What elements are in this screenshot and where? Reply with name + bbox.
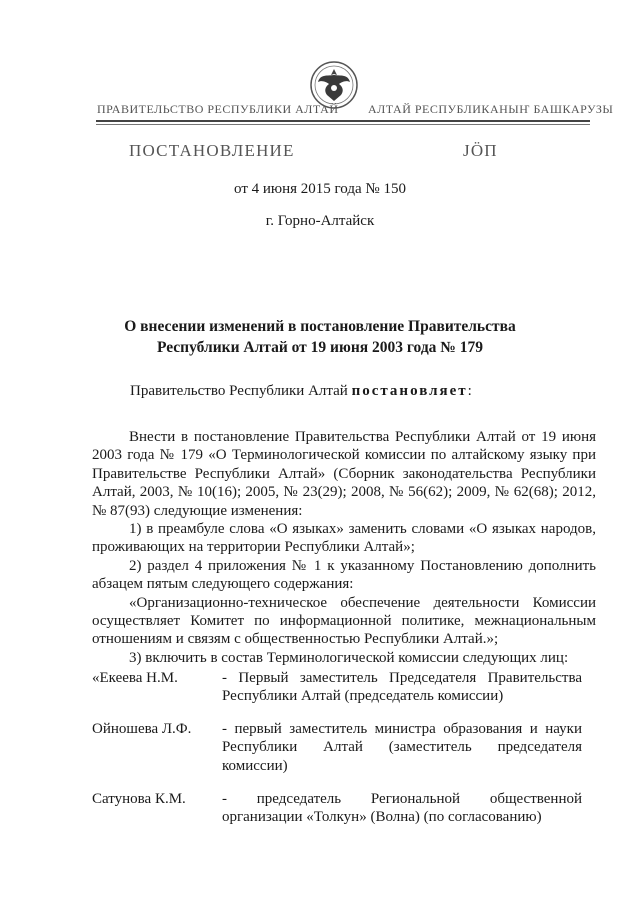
header-left-org: ПРАВИТЕЛЬСТВО РЕСПУБЛИКИ АЛТАЙ bbox=[97, 102, 339, 116]
body-paragraph: 1) в преамбуле слова «О языках» заменить словами «О языках народов, проживающих на территории Республики Алтай»; bbox=[92, 521, 596, 556]
member-name: «Екеева Н.М. bbox=[92, 670, 178, 686]
header-rule-thin bbox=[96, 124, 590, 125]
decree-line bbox=[130, 383, 472, 400]
body-paragraph: «Организационно-техническое обеспечение деятельности Комиссии осуществляет Комитет по информационной политике, межнациональным отношениям и связям с общественностью Республики Алтай.»; bbox=[92, 594, 596, 648]
member-role: - председатель Региональной общественной организации «Толкун» (Волна) (по согласованию) bbox=[222, 791, 582, 826]
header-right-org: АЛТАЙ РЕСПУБЛИКАНЫҤ БАШКАРУЗЫ bbox=[368, 102, 614, 116]
title-line: О внесении изменений в постановление Правительства bbox=[124, 318, 516, 335]
decree-suffix: : bbox=[467, 383, 472, 399]
body-paragraph: 2) раздел 4 приложения № 1 к указанному Постановлению дополнить абзацем пятым следующего содержания: bbox=[92, 557, 596, 593]
title-line: Республики Алтай от 19 июня 2003 года № 179 bbox=[156, 339, 484, 356]
decree-prefix: Правительство Республики Алтай bbox=[130, 383, 352, 399]
city-line: г. Горно-Алтайск bbox=[265, 213, 375, 229]
member-role: - Первый заместитель Председателя Правительства Республики Алтай (председатель комиссии) bbox=[222, 670, 582, 705]
body-paragraph: 3) включить в состав Терминологической комиссии следующих лиц: bbox=[129, 649, 569, 666]
body-paragraph: Внести в постановление Правительства Республики Алтай от 19 июня 2003 года № 179 «О Терминологической комиссии по алтайскому языку при Правительстве Республики Алтай» (Сборник законодательства Республики Алтай, 2003, № 10(16); 2005, № 23(29); 2008, № 56(62); 2009, № 62(68); 2012, № 87(93) следующие изменения: bbox=[92, 429, 596, 519]
member-name: Сатунова К.М. bbox=[92, 791, 186, 807]
member-role: - первый заместитель министра образования и науки Республики Алтай (заместитель председателя комиссии) bbox=[222, 721, 582, 774]
header-rule bbox=[96, 120, 590, 122]
document-title bbox=[0, 316, 640, 358]
doc-type-altai: ЈÖП bbox=[463, 141, 498, 160]
document-body bbox=[92, 428, 596, 667]
member-name: Ойношева Л.Ф. bbox=[92, 721, 192, 737]
date-line: от 4 июня 2015 года № 150 bbox=[234, 181, 406, 197]
doc-type-russian: ПОСТАНОВЛЕНИЕ bbox=[129, 141, 295, 160]
decree-verb: постановляет bbox=[351, 383, 468, 399]
